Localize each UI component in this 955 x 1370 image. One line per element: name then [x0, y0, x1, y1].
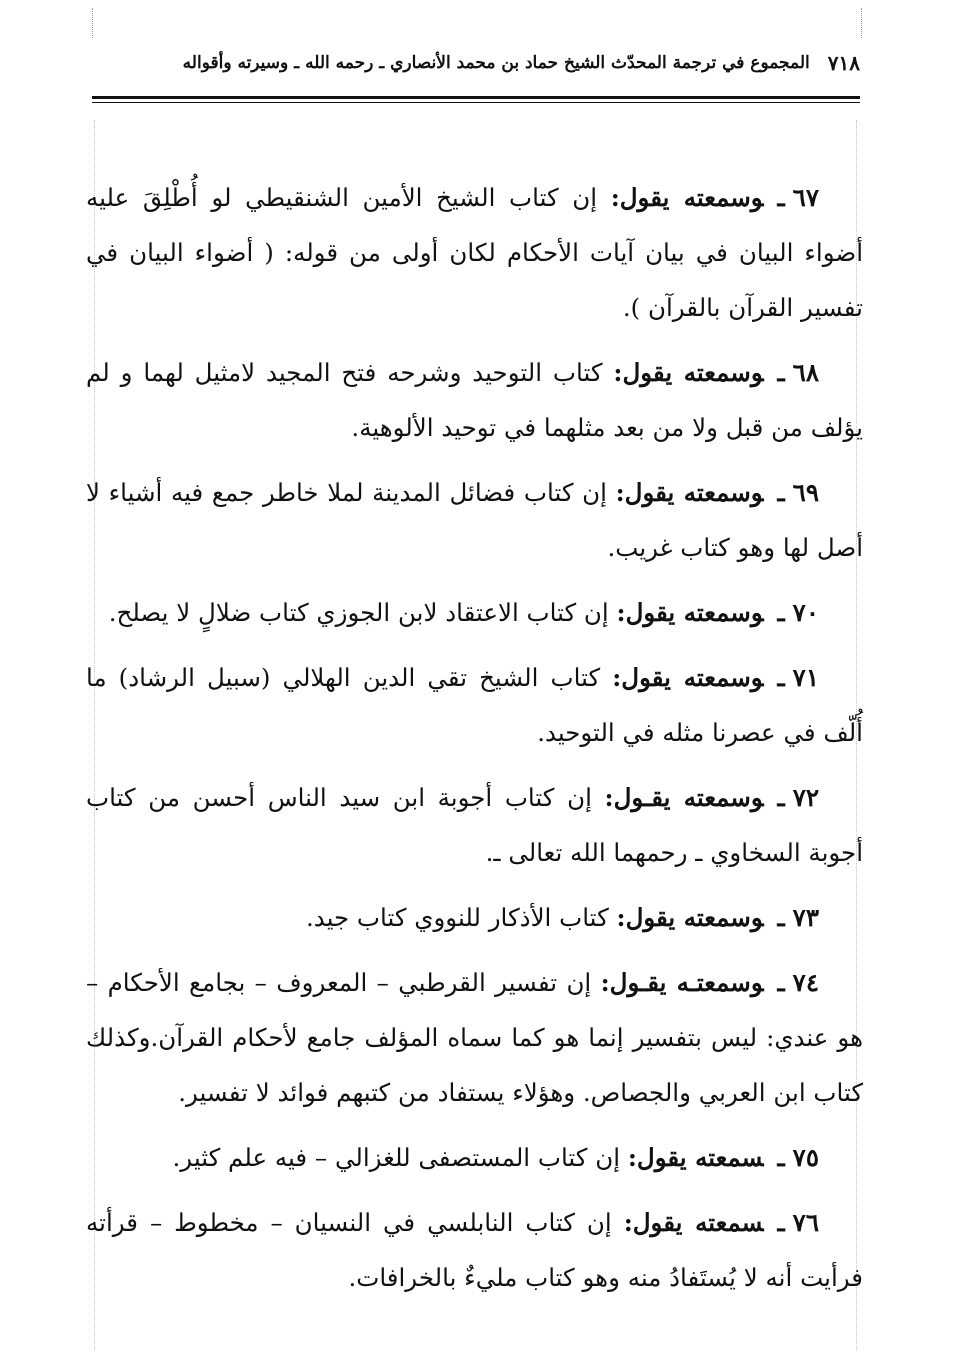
item-text: إن كتاب أجوبة ابن سيد الناس أحسن من كتاب أجوبة السخاوي ـ رحمهما الله تعالى ـ. [86, 783, 863, 867]
header-rule-thin [92, 102, 860, 103]
item-label: سمعته يقول: [623, 1208, 764, 1237]
item-label: وسمعته يقول: [616, 903, 764, 932]
item-text: إن تفسير القرطبي – المعروف – بجامع الأحكام – هو عندي: ليس بتفسير إنما هو كما سماه المؤلف جامع لأحكام القرآن.وكذلك كتاب ابن العربي والجصاص. وهؤلاء يستفاد من كتبهم فوائد لا تفسير. [86, 968, 863, 1107]
item-number: ٧١ [792, 663, 819, 692]
item-number: ٧٦ [792, 1208, 819, 1237]
quote-item [86, 650, 863, 760]
item-text: كتاب التوحيد وشرحه فتح المجيد لامثيل لهما و لم يؤلف من قبل ولا من بعد مثلهما في توحيد الألوهية. [86, 358, 863, 442]
quote-item [86, 955, 863, 1120]
item-number: ٧٠ [792, 598, 819, 627]
quote-item [86, 465, 863, 575]
item-label: وسمعته يقول: [615, 478, 764, 507]
item-text: كتاب الأذكار للنووي كتاب جيد. [305, 903, 609, 932]
item-label: سمعته يقول: [627, 1143, 764, 1172]
page-number: ٧١٨ [827, 51, 860, 75]
item-text: إن كتاب المستصفى للغزالي – فيه علم كثير. [172, 1143, 621, 1172]
page-body [86, 170, 863, 1315]
item-number: ٧٥ [792, 1143, 819, 1172]
item-label: وسمعته يقول: [616, 598, 764, 627]
item-number: ٧٤ [792, 968, 819, 997]
item-separator: ـ [777, 903, 785, 932]
page-header [92, 46, 860, 80]
header-rule-thick [92, 96, 860, 99]
item-separator: ـ [777, 478, 785, 507]
crop-mark-top-left [92, 8, 93, 38]
item-separator: ـ [777, 358, 785, 387]
item-separator: ـ [777, 1208, 785, 1237]
item-separator: ـ [777, 663, 785, 692]
item-text: إن كتاب النابلسي في النسيان – مخطوط – قرأته فرأيت أنه لا يُستَفادُ منه وهو كتاب مليءٌ بالخرافات. [86, 1208, 863, 1292]
quote-item [86, 770, 863, 880]
item-number: ٦٨ [792, 358, 819, 387]
running-title: المجموع في ترجمة المحدّث الشيخ حماد بن محمد الأنصاري ـ رحمه الله ـ وسيرته وأقواله [182, 53, 810, 73]
item-number: ٦٧ [792, 183, 819, 212]
crop-mark-top-right [861, 8, 862, 38]
quote-item [86, 585, 863, 640]
item-number: ٧٣ [792, 903, 819, 932]
item-number: ٧٢ [792, 783, 820, 812]
item-separator: ـ [777, 183, 785, 212]
item-text: إن كتاب فضائل المدينة لملا خاطر جمع فيه أشياء لا أصل لها وهو كتاب غريب. [86, 478, 863, 562]
item-label: وسمعته يقـول: [604, 783, 764, 812]
quote-item [86, 1195, 863, 1305]
item-label: وسمعتـه يقـول: [600, 968, 764, 997]
item-text: إن كتاب الشيخ الأمين الشنقيطي لو أُطْلِقَ عليه أضواء البيان في بيان آيات الأحكام لكان أولى من قوله: ( أضواء البيان في تفسير القرآن بالقرآن ). [86, 183, 863, 322]
quote-item [86, 345, 863, 455]
item-label: وسمعته يقول: [613, 358, 764, 387]
item-text: إن كتاب الاعتقاد لابن الجوزي كتاب ضلالٍ لا يصلح. [108, 598, 609, 627]
item-separator: ـ [777, 1143, 785, 1172]
quote-item [86, 890, 863, 945]
item-text: كتاب الشيخ تقي الدين الهلالي (سبيل الرشاد) ما أُلّف في عصرنا مثله في التوحيد. [86, 663, 863, 747]
quote-item [86, 170, 863, 335]
item-separator: ـ [777, 783, 785, 812]
item-number: ٦٩ [792, 478, 819, 507]
item-label: وسمعته يقول: [610, 183, 764, 212]
item-separator: ـ [777, 968, 785, 997]
item-separator: ـ [777, 598, 785, 627]
quote-item [86, 1130, 863, 1185]
item-label: وسمعته يقول: [612, 663, 764, 692]
